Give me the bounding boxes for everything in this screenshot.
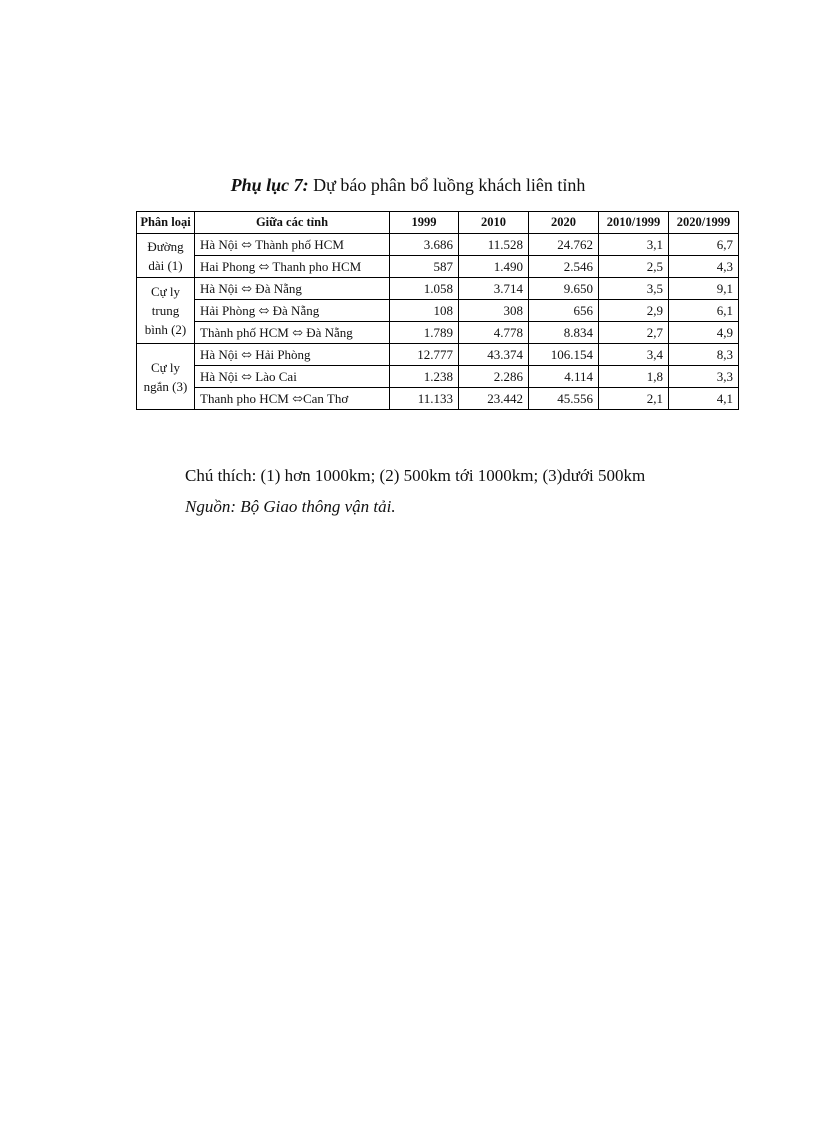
value-1999: 587	[390, 256, 459, 278]
caption-text: Dự báo phân bổ luồng khách liên tỉnh	[308, 175, 586, 195]
value-2010: 308	[459, 300, 529, 322]
header-route: Giữa các tỉnh	[195, 212, 390, 234]
ratio-2010-1999: 2,1	[599, 388, 669, 410]
ratio-2010-1999: 1,8	[599, 366, 669, 388]
ratio-2010-1999: 3,4	[599, 344, 669, 366]
value-1999: 11.133	[390, 388, 459, 410]
table-row	[137, 322, 739, 344]
header-2010: 2010	[459, 212, 529, 234]
table-row	[137, 278, 739, 300]
value-2020: 4.114	[529, 366, 599, 388]
table-header-row	[137, 212, 739, 234]
header-2020: 2020	[529, 212, 599, 234]
header-category: Phân loại	[137, 212, 195, 234]
passenger-flow-table	[136, 211, 739, 410]
value-1999: 3.686	[390, 234, 459, 256]
value-2010: 23.442	[459, 388, 529, 410]
value-1999: 1.058	[390, 278, 459, 300]
value-2020: 24.762	[529, 234, 599, 256]
route-cell: Thành phố HCM ⬄ Đà Nẵng	[195, 322, 390, 344]
ratio-2010-1999: 2,7	[599, 322, 669, 344]
table-row	[137, 344, 739, 366]
source-citation: Nguồn: Bộ Giao thông vận tải.	[185, 497, 396, 516]
value-2020: 45.556	[529, 388, 599, 410]
value-1999: 1.789	[390, 322, 459, 344]
value-2020: 656	[529, 300, 599, 322]
route-cell: Hà Nội ⬄ Lào Cai	[195, 366, 390, 388]
route-cell: Hà Nội ⬄ Thành phố HCM	[195, 234, 390, 256]
ratio-2020-1999: 3,3	[669, 366, 739, 388]
value-2010: 1.490	[459, 256, 529, 278]
route-cell: Hai Phong ⬄ Thanh pho HCM	[195, 256, 390, 278]
ratio-2020-1999: 6,1	[669, 300, 739, 322]
category-short-distance: Cự ly ngắn (3)	[137, 344, 195, 410]
ratio-2020-1999: 9,1	[669, 278, 739, 300]
ratio-2010-1999: 3,5	[599, 278, 669, 300]
ratio-2010-1999: 2,9	[599, 300, 669, 322]
value-2020: 106.154	[529, 344, 599, 366]
ratio-2020-1999: 4,3	[669, 256, 739, 278]
category-long-distance: Đường dài (1)	[137, 234, 195, 278]
header-1999: 1999	[390, 212, 459, 234]
ratio-2010-1999: 2,5	[599, 256, 669, 278]
ratio-2020-1999: 8,3	[669, 344, 739, 366]
route-cell: Hà Nội ⬄ Hải Phòng	[195, 344, 390, 366]
header-ratio-2020-1999: 2020/1999	[669, 212, 739, 234]
route-cell: Hà Nội ⬄ Đà Nẵng	[195, 278, 390, 300]
ratio-2010-1999: 3,1	[599, 234, 669, 256]
value-2010: 2.286	[459, 366, 529, 388]
route-cell: Hải Phòng ⬄ Đà Nẵng	[195, 300, 390, 322]
ratio-2020-1999: 4,1	[669, 388, 739, 410]
table-row	[137, 234, 739, 256]
value-2020: 8.834	[529, 322, 599, 344]
value-2010: 3.714	[459, 278, 529, 300]
table-caption	[0, 175, 816, 196]
table-row	[137, 300, 739, 322]
value-1999: 108	[390, 300, 459, 322]
value-1999: 12.777	[390, 344, 459, 366]
value-1999: 1.238	[390, 366, 459, 388]
ratio-2020-1999: 4,9	[669, 322, 739, 344]
value-2010: 4.778	[459, 322, 529, 344]
table-row	[137, 366, 739, 388]
caption-label: Phụ lục 7:	[230, 175, 309, 195]
value-2010: 11.528	[459, 234, 529, 256]
value-2020: 2.546	[529, 256, 599, 278]
ratio-2020-1999: 6,7	[669, 234, 739, 256]
route-cell: Thanh pho HCM ⬄Can Thơ	[195, 388, 390, 410]
table-row	[137, 256, 739, 278]
category-medium-distance: Cự ly trung bình (2)	[137, 278, 195, 344]
table-footnote: Chú thích: (1) hơn 1000km; (2) 500km tới 1000km; (3)dưới 500km	[185, 466, 646, 485]
table-row	[137, 388, 739, 410]
value-2020: 9.650	[529, 278, 599, 300]
header-ratio-2010-1999: 2010/1999	[599, 212, 669, 234]
value-2010: 43.374	[459, 344, 529, 366]
